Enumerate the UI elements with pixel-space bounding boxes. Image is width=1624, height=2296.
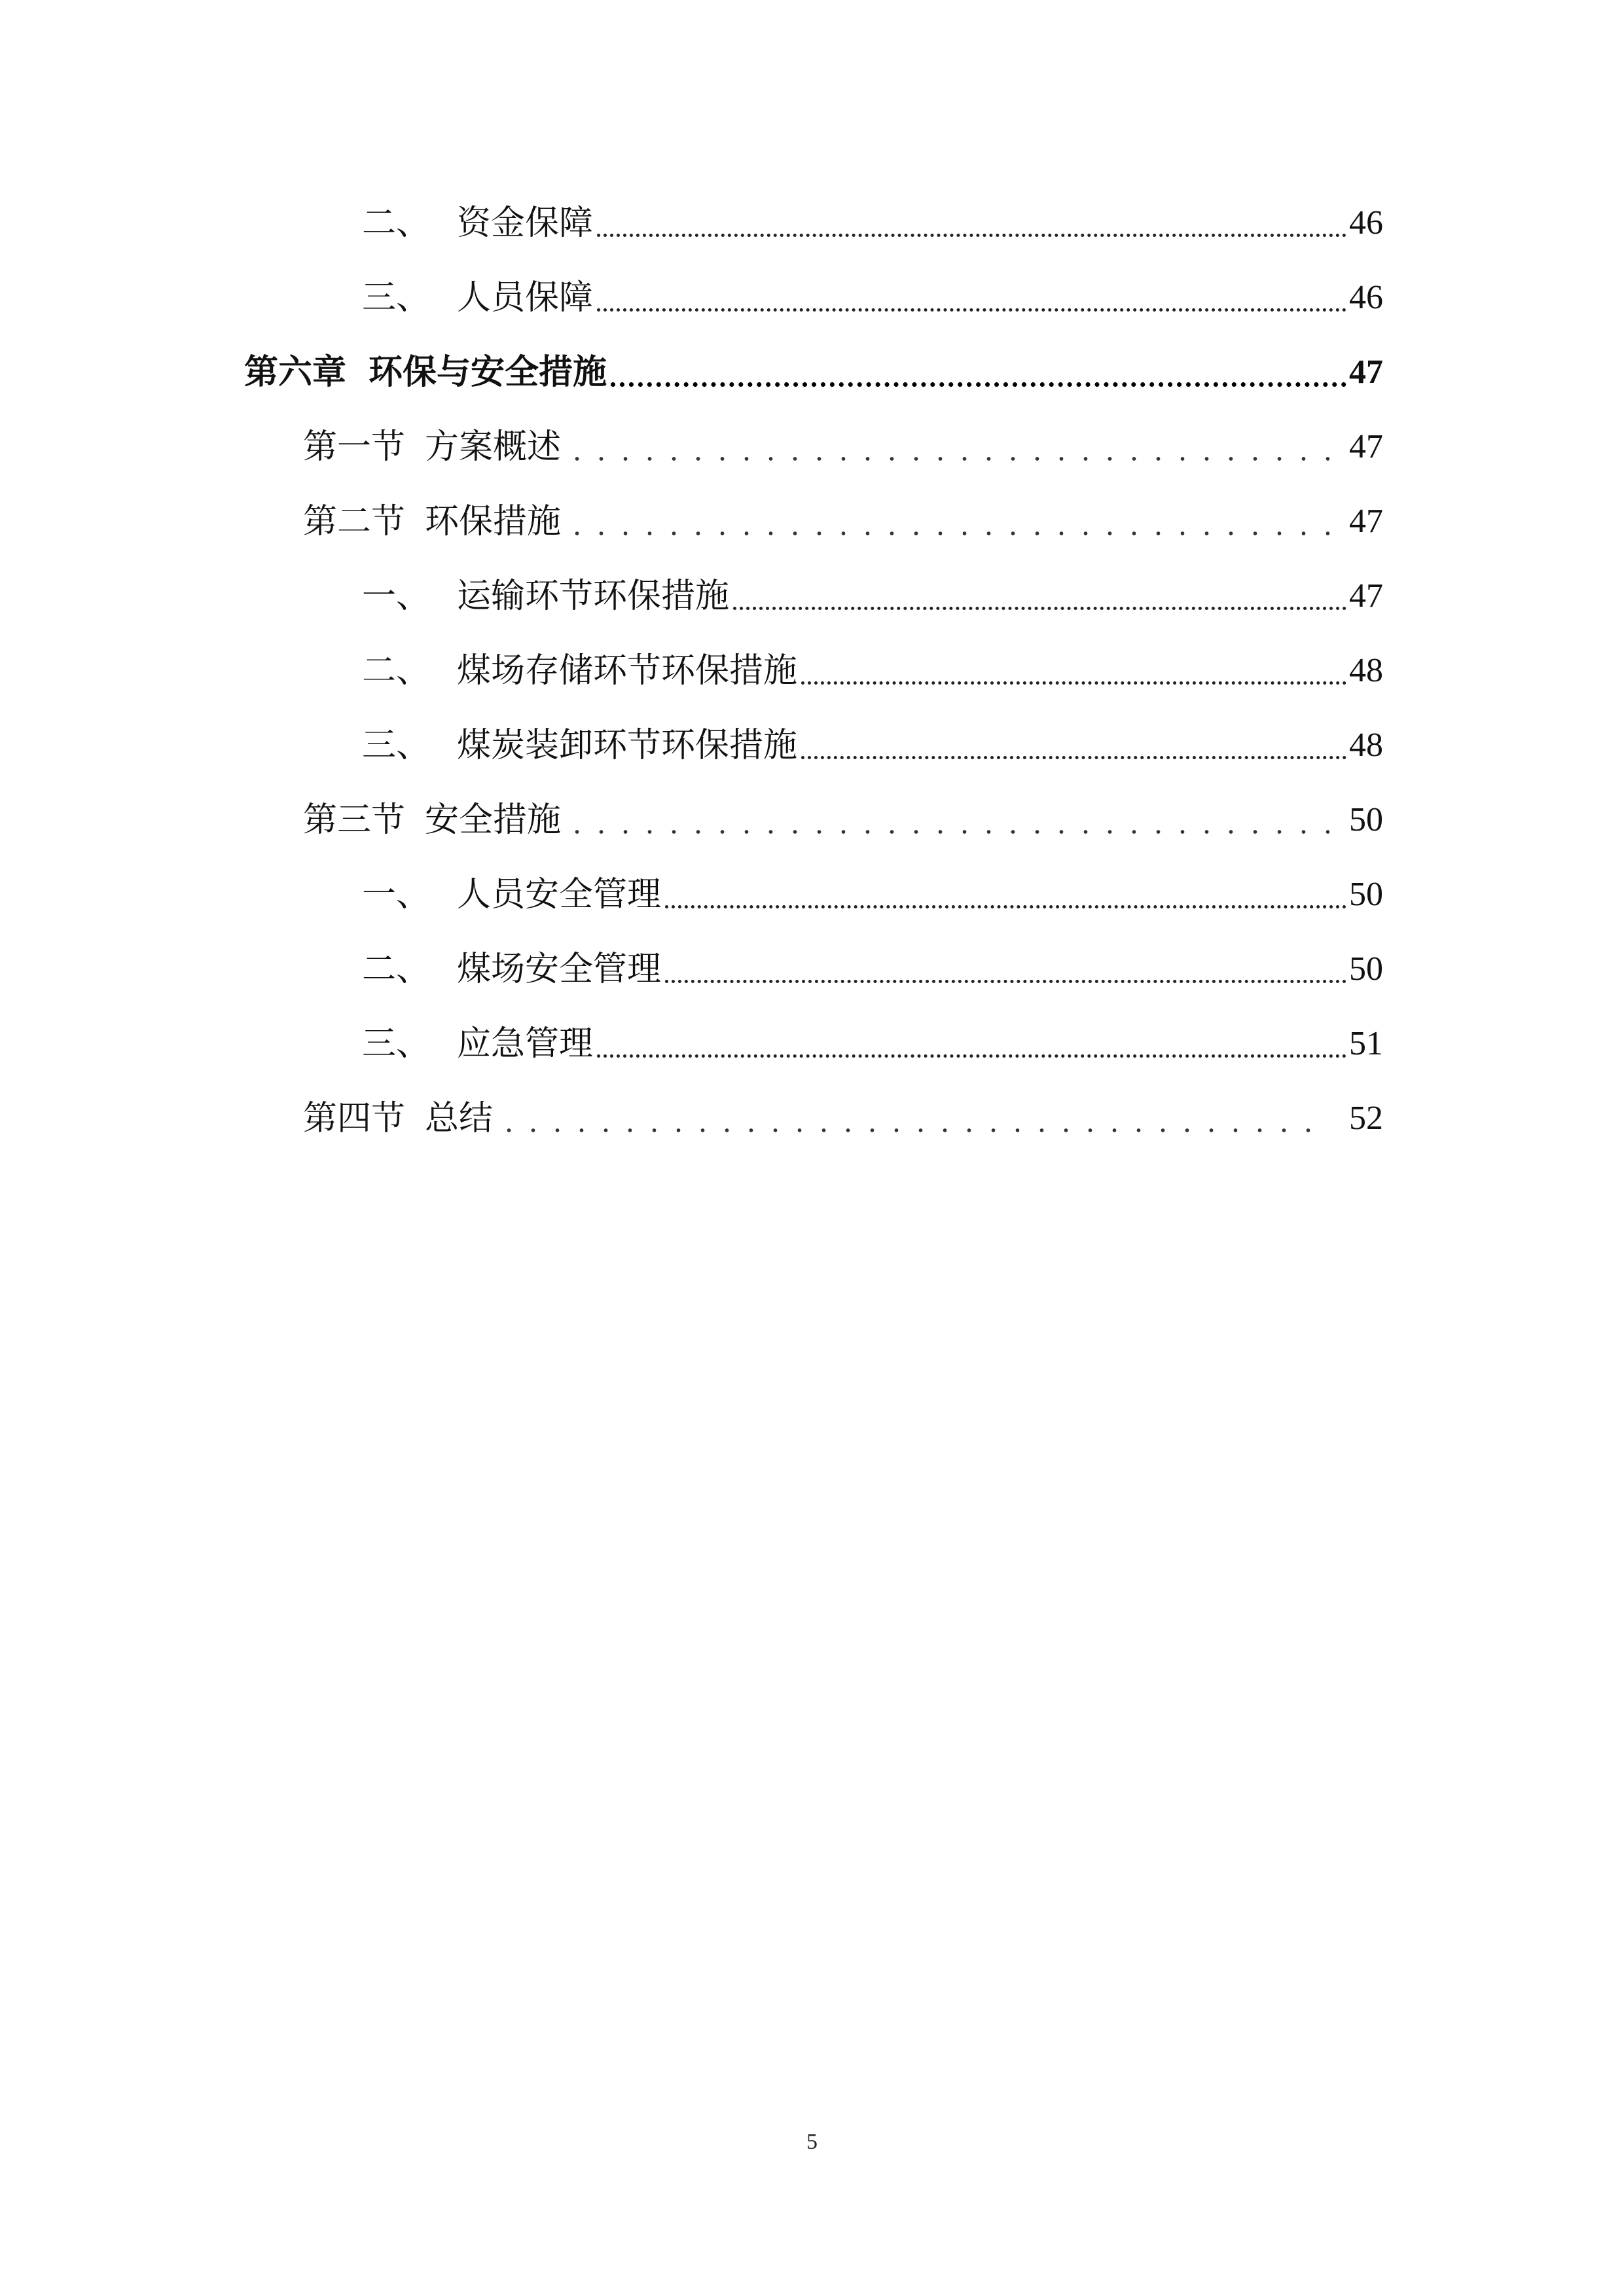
toc-entry-page: 47 — [1349, 353, 1383, 391]
dot-leader — [665, 905, 1346, 908]
dot-leader — [801, 681, 1346, 685]
toc-entry-page: 52 — [1349, 1100, 1383, 1137]
toc-entry-title: 安全措施 — [425, 800, 562, 840]
toc-entry-number: 一、 — [362, 875, 431, 914]
toc-entry-number: 一、 — [362, 577, 431, 616]
toc-entry-page: 46 — [1349, 204, 1383, 242]
toc-entry-number: 二、 — [362, 204, 431, 243]
toc-section-entry[interactable] — [303, 492, 1383, 545]
toc-entry-title: 环保与安全措施 — [369, 352, 607, 392]
dot-leader — [565, 531, 1329, 535]
toc-entry-title: 人员保障 — [457, 278, 594, 317]
dot-leader — [665, 980, 1346, 983]
toc-entry-title: 煤炭装卸环节环保措施 — [457, 726, 798, 765]
toc-entry-page: 47 — [1349, 503, 1383, 540]
toc-entry-title: 运输环节环保措施 — [457, 577, 730, 616]
toc-entry-number: 第一节 — [303, 427, 406, 467]
toc-entry-page: 50 — [1349, 801, 1383, 838]
toc-entry[interactable] — [362, 1014, 1383, 1067]
toc-entry[interactable] — [362, 268, 1383, 321]
toc-entry-number: 三、 — [362, 726, 431, 765]
toc-section-entry[interactable] — [303, 418, 1383, 470]
dot-leader — [801, 756, 1346, 759]
dot-leader — [565, 457, 1329, 461]
toc-entry[interactable] — [362, 940, 1383, 992]
toc-entry-page: 50 — [1349, 950, 1383, 988]
dot-leader — [565, 830, 1329, 834]
toc-entry-title: 煤场存储环节环保措施 — [457, 651, 798, 691]
dot-leader — [611, 382, 1346, 387]
toc-entry-page: 48 — [1349, 726, 1383, 764]
toc-entry-title: 方案概述 — [425, 427, 562, 467]
toc-entry-number: 第三节 — [303, 800, 406, 840]
toc-entry-number: 第二节 — [303, 502, 406, 541]
toc-entry-title: 环保措施 — [425, 502, 562, 541]
toc-entry-number: 二、 — [362, 651, 431, 691]
toc-entry-number: 第六章 — [244, 352, 347, 392]
toc-entry[interactable] — [362, 641, 1383, 694]
page-number: 5 — [806, 2130, 818, 2154]
toc-section-entry[interactable] — [303, 1089, 1383, 1141]
toc-entry-title: 人员安全管理 — [457, 875, 662, 914]
toc-entry-number: 三、 — [362, 278, 431, 317]
toc-entry-title: 资金保障 — [457, 204, 594, 243]
toc-entry-title: 应急管理 — [457, 1024, 594, 1064]
toc-chapter-entry[interactable] — [244, 343, 1383, 395]
toc-entry[interactable] — [362, 716, 1383, 768]
dot-leader — [597, 308, 1346, 312]
toc-entry-page: 48 — [1349, 652, 1383, 689]
toc-entry-page: 46 — [1349, 279, 1383, 316]
toc-entry-page: 47 — [1349, 577, 1383, 615]
toc-entry-page: 50 — [1349, 876, 1383, 913]
toc-entry[interactable] — [362, 567, 1383, 619]
dot-leader — [733, 607, 1346, 610]
toc-entry-title: 煤场安全管理 — [457, 950, 662, 989]
toc-entry-page: 51 — [1349, 1025, 1383, 1062]
toc-entry-number: 三、 — [362, 1024, 431, 1064]
dot-leader — [597, 1054, 1346, 1058]
toc-entry-title: 总结 — [425, 1099, 494, 1138]
toc-entry[interactable] — [362, 194, 1383, 246]
dot-leader — [497, 1128, 1329, 1132]
toc-entry-number: 二、 — [362, 950, 431, 989]
toc-entry-number: 第四节 — [303, 1099, 406, 1138]
toc-entry[interactable] — [362, 865, 1383, 918]
toc-section-entry[interactable] — [303, 791, 1383, 843]
toc-entry-page: 47 — [1349, 428, 1383, 465]
dot-leader — [597, 234, 1346, 237]
